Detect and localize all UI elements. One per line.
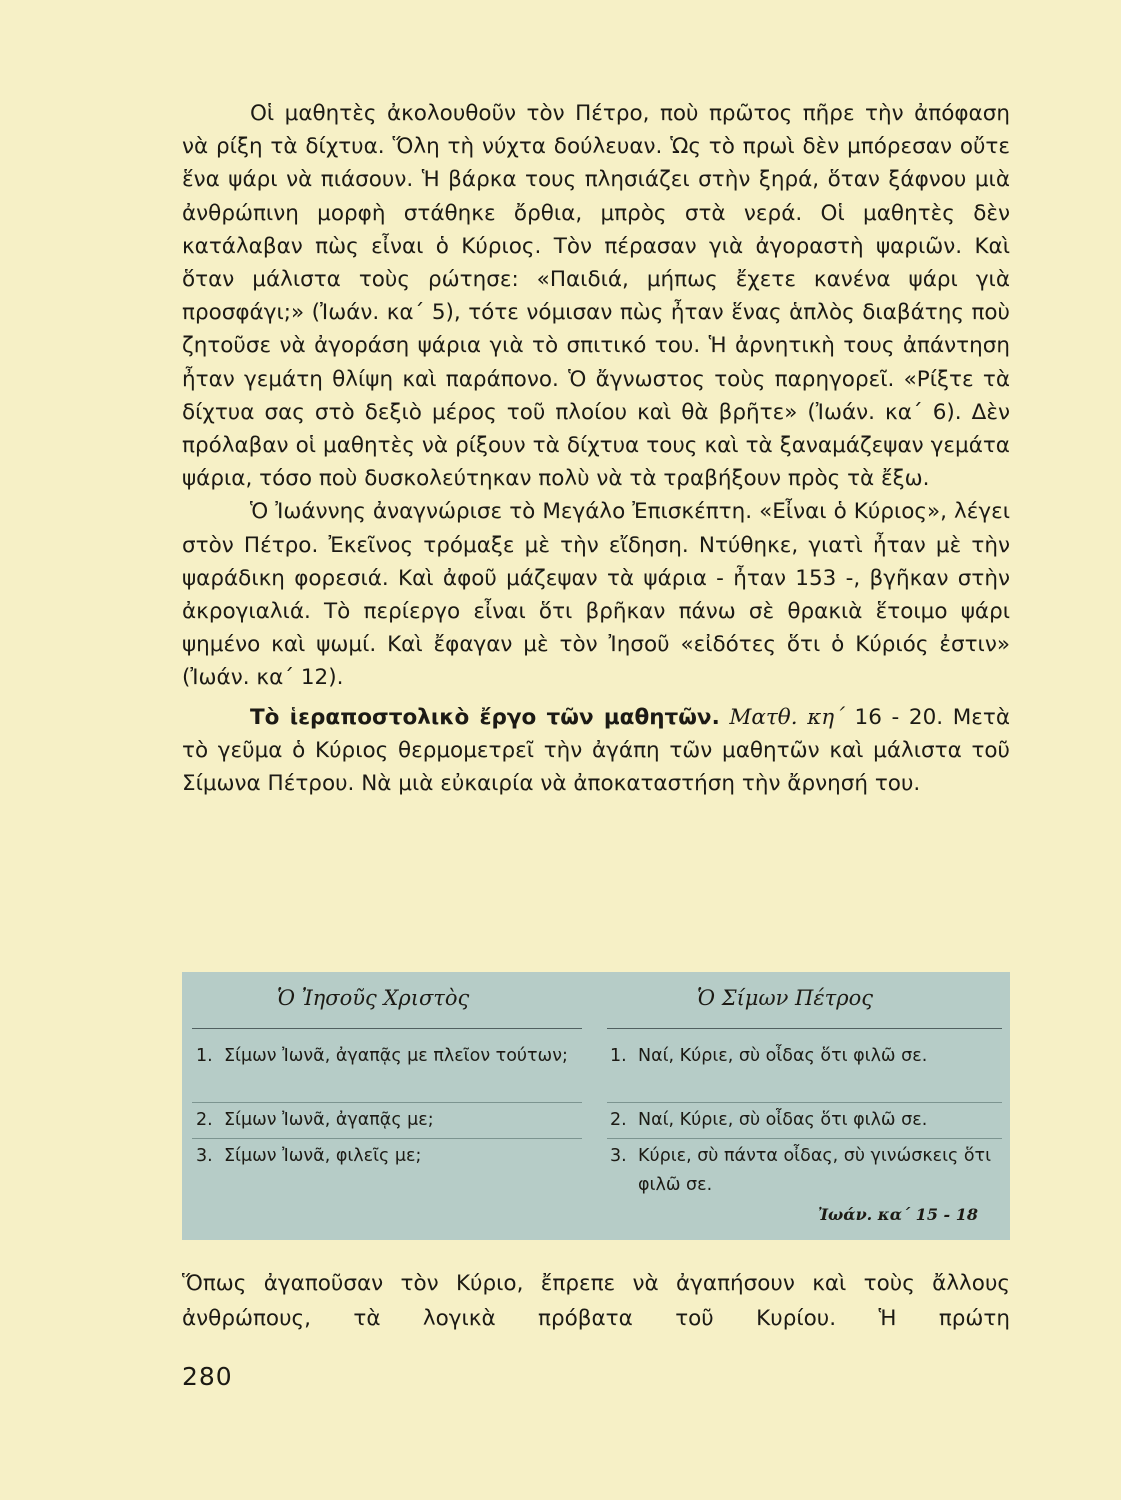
section-verses: 16 - 20. (854, 704, 944, 730)
peter-answer-2 (610, 1106, 995, 1135)
item-text: Ναί, Κύριε, σὺ οἶδας ὅτι φιλῶ σε. (638, 1110, 928, 1130)
row-divider (192, 1138, 582, 1139)
item-text: Κύριε, σὺ πάντα οἶδας, σὺ γινώσκεις ὅτι φιλῶ σε. (638, 1146, 992, 1195)
item-text: Σίμων Ἰωνᾶ, ἀγαπᾷς με πλεῖον τούτων; (224, 1046, 568, 1066)
scripture-citation: Ἰωάν. κα΄ 15 - 18 (817, 1205, 978, 1224)
jesus-question-2 (196, 1106, 576, 1135)
item-number: 3. (610, 1146, 627, 1166)
row-divider (607, 1138, 1002, 1139)
dialogue-box (182, 972, 1010, 1240)
closing-text: Ὅπως ἀγαποῦσαν τὸν Κύριο, ἔπρεπε νὰ ἀγαπήσουν καὶ τοὺς ἄλλους ἀνθρώπους, τὰ λογικὰ πρόβατα τοῦ Κυρίου. Ἡ πρώτη (182, 1271, 1010, 1331)
peter-answer-3 (610, 1142, 995, 1200)
section-text: Μετὰ τὸ γεῦμα ὁ Κύριος θερμομετρεῖ τὴν ἀγάπη τῶν μαθητῶν καὶ μάλιστα τοῦ Σίμωνα Πέτρου. Νὰ μιὰ εὐκαιρία νὰ ἀποκαταστήση τὴν ἄρνησή του. (182, 704, 1010, 797)
section-reference: Ματθ. κη΄ (729, 704, 845, 730)
jesus-column-heading: Ὁ Ἰησοῦς Χριστὸς (277, 986, 470, 1010)
item-number: 2. (610, 1110, 627, 1130)
item-number: 1. (196, 1046, 213, 1066)
peter-column-heading: Ὁ Σίμων Πέτρος (697, 986, 873, 1010)
paragraph-2: Ὁ Ἰωάννης ἀναγνώρισε τὸ Μεγάλο Ἐπισκέπτη. «Εἶναι ὁ Κύριος», λέγει στὸν Πέτρο. Ἐκεῖνος τρόμαξε μὲ τὴν εἴδηση. Ντύθηκε, γιατὶ ἦταν μὲ τὴν ψαράδικη φορεσιά. Καὶ ἀφοῦ μάζεψαν τὰ ψάρια - ἦταν 153 -, βγῆκαν στὴν ἀκρογιαλιά. Τὸ περίεργο εἶναι ὅτι βρῆκαν πάνω σὲ θρακιὰ ἕτοιμο ψάρι ψημένο καὶ ψωμί. Καὶ ἔφαγαν μὲ τὸν Ἰησοῦ «εἰδότες ὅτι ὁ Κύριός ἐστιν» (Ἰωάν. κα΄ 12). (182, 499, 1010, 691)
column-divider (192, 1028, 582, 1029)
item-number: 3. (196, 1146, 213, 1166)
section-paragraph (182, 701, 1010, 801)
peter-answer-1 (610, 1042, 995, 1071)
page-number: 280 (182, 1362, 233, 1391)
item-text: Ναί, Κύριε, σὺ οἶδας ὅτι φιλῶ σε. (638, 1046, 928, 1066)
column-divider (607, 1028, 1002, 1029)
section-heading: Τὸ ἱεραποστολικὸ ἔργο τῶν μαθητῶν. (250, 704, 720, 730)
row-divider (192, 1102, 582, 1103)
row-divider (607, 1102, 1002, 1103)
jesus-question-3 (196, 1142, 576, 1171)
jesus-question-1 (196, 1042, 576, 1071)
main-text (182, 97, 1010, 800)
item-text: Σίμων Ἰωνᾶ, φιλεῖς με; (224, 1146, 422, 1166)
item-number: 1. (610, 1046, 627, 1066)
paragraph-1: Οἱ μαθητὲς ἀκολουθοῦν τὸν Πέτρο, ποὺ πρῶτος πῆρε τὴν ἀπόφαση νὰ ρίξη τὰ δίχτυα. Ὅλη τὴ νύχτα δούλευαν. Ὡς τὸ πρωὶ δὲν μπόρεσαν οὔτε ἕνα ψάρι νὰ πιάσουν. Ἡ βάρκα τους πλησιάζει στὴν ξηρά, ὅταν ξάφνου μιὰ ἀνθρώπινη μορφὴ στάθηκε ὄρθια, μπρὸς στὰ νερά. Οἱ μαθητὲς δὲν κατάλαβαν πὼς εἶναι ὁ Κύριος. Τὸν πέρασαν γιὰ ἀγοραστὴ ψαριῶν. Καὶ ὅταν μάλιστα τοὺς ρώτησε: «Παιδιά, μήπως ἔχετε κανένα ψάρι γιὰ προσφάγι;» (Ἰωάν. κα΄ 5), τότε νόμισαν πὼς ἦταν ἕνας ἁπλὸς διαβάτης ποὺ ζητοῦσε νὰ ἀγοράση ψάρια γιὰ τὸ σπιτικό του. Ἡ ἀρνητικὴ τους ἀπάντηση ἦταν γεμάτη θλίψη καὶ παράπονο. Ὁ ἄγνωστος τοὺς παρηγορεῖ. «Ρίξτε τὰ δίχτυα σας στὸ δεξιὸ μέρος τοῦ πλοίου καὶ θὰ βρῆτε» (Ἰωάν. κα΄ 6). Δὲν πρόλαβαν οἱ μαθητὲς νὰ ρίξουν τὰ δίχτυα τους καὶ τὰ ξαναμάζεψαν γεμάτα ψάρια, τόσο ποὺ δυσκολεύτηκαν πολὺ νὰ τὰ τραβήξουν πρὸς τὰ ἔξω. (182, 101, 1010, 492)
item-text: Σίμων Ἰωνᾶ, ἀγαπᾷς με; (224, 1110, 434, 1130)
item-number: 2. (196, 1110, 213, 1130)
